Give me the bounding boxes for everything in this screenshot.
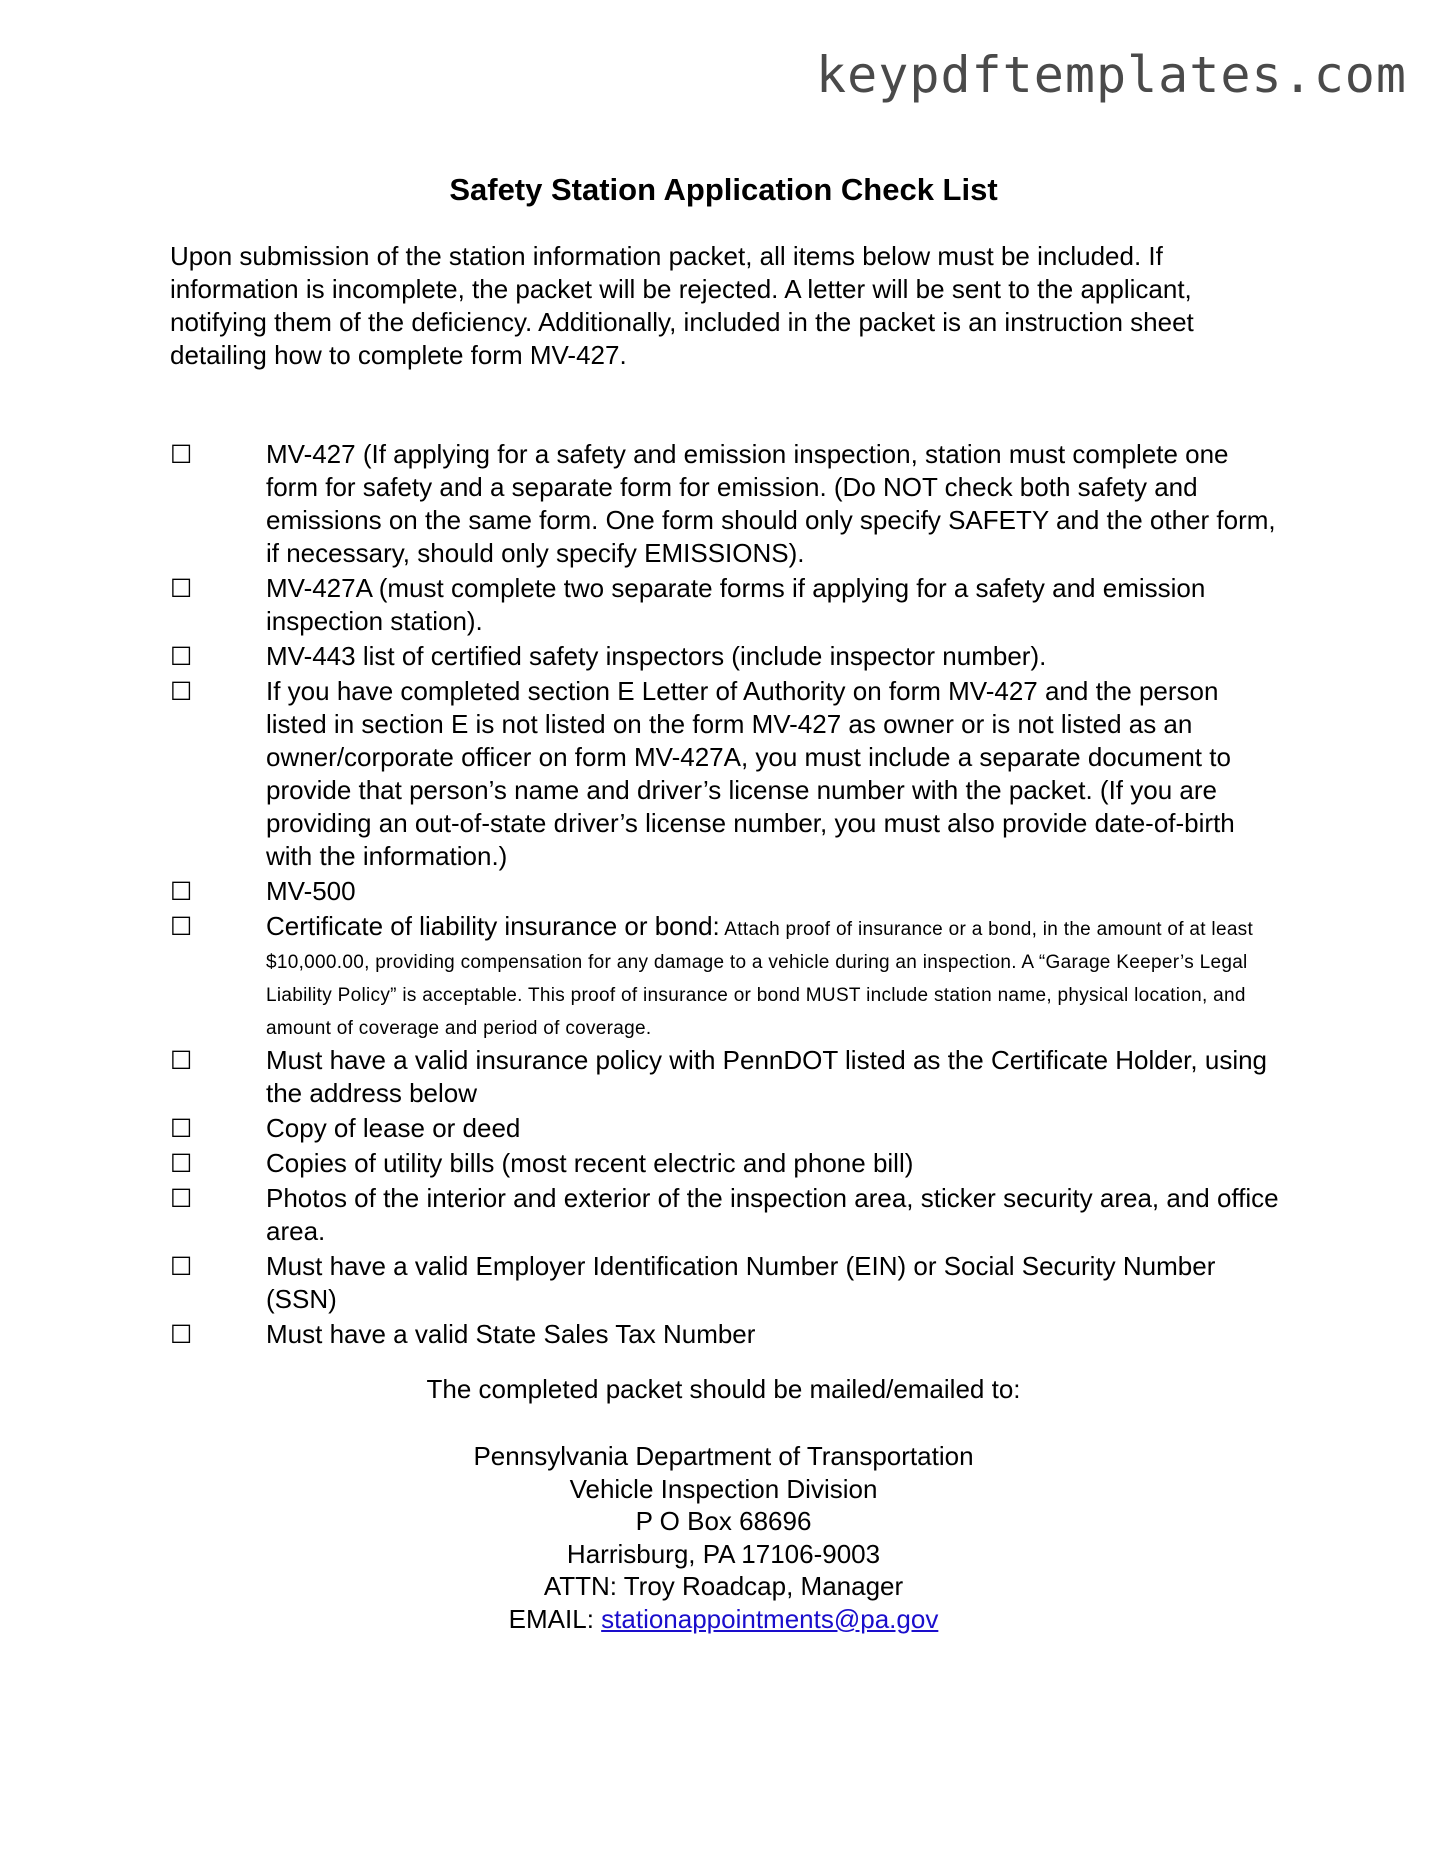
checkbox-icon[interactable]: ☐ bbox=[170, 1320, 193, 1349]
checklist-item bbox=[170, 572, 1280, 638]
address-line: P O Box 68696 bbox=[635, 1506, 812, 1536]
checkbox-icon[interactable]: ☐ bbox=[170, 877, 193, 906]
address-line: Harrisburg, PA 17106-9003 bbox=[566, 1538, 881, 1569]
intro-paragraph: Upon submission of the station information packet, all items below must be included. If information is incomplete, the packet will be rejected. A letter will be sent to the applicant, notifying them of the deficiency. Additionally, included in the packet is an instruction sheet detailing how to complete form MV-427. bbox=[170, 241, 1194, 370]
mailing-address bbox=[0, 1440, 1447, 1635]
mail-instruction: The completed packet should be mailed/emailed to: bbox=[426, 1374, 1021, 1404]
checklist-item bbox=[170, 1044, 1280, 1110]
checklist-item bbox=[170, 875, 1280, 908]
page-title: Safety Station Application Check List bbox=[449, 172, 998, 207]
checkbox-icon[interactable]: ☐ bbox=[170, 440, 193, 469]
checklist-item bbox=[170, 910, 1280, 1042]
checkbox-icon[interactable]: ☐ bbox=[170, 677, 193, 706]
checklist-item-heading: Certificate of liability insurance or bond: bbox=[266, 911, 720, 941]
checklist-item-text: Copy of lease or deed bbox=[266, 1113, 521, 1143]
checklist-item-text: Copies of utility bills (most recent electric and phone bill) bbox=[266, 1148, 914, 1178]
checklist-item-text: Must have a valid State Sales Tax Number bbox=[266, 1319, 756, 1349]
checklist-item-text: MV-427A (must complete two separate forms if applying for a safety and emission inspection station). bbox=[266, 573, 1206, 636]
checklist-item-text bbox=[266, 910, 1280, 1042]
watermark: keypdftemplates.com bbox=[816, 46, 1407, 104]
checklist-item-text: MV-427 (If applying for a safety and emission inspection, station must complete one form for safety and a separate form for emission. (Do NOT check both safety and emissions on the same form. One form should only specify SAFETY and the other form, if necessary, should only specify EMISSIONS). bbox=[266, 439, 1276, 568]
checklist-item-text: MV-500 bbox=[266, 876, 356, 906]
email-label: EMAIL: bbox=[508, 1603, 602, 1634]
checkbox-icon[interactable]: ☐ bbox=[170, 1149, 193, 1178]
checklist-item-detail: Attach proof of insurance or a bond, in the amount of at least $10,000.00, providing compensation for any damage to a vehicle during an inspection. A “Garage Keeper’s Legal Liability Policy” is acceptable. This proof of insurance or bond MUST include station name, physical location, and amount of coverage and period of coverage. bbox=[266, 919, 1254, 1039]
checklist-item-text: MV-443 list of certified safety inspectors (include inspector number). bbox=[266, 641, 1047, 671]
email-line bbox=[0, 1603, 1447, 1636]
checkbox-icon[interactable]: ☐ bbox=[170, 1114, 193, 1143]
checklist-item bbox=[170, 438, 1280, 570]
checklist-item bbox=[170, 1182, 1280, 1248]
checkbox-icon[interactable]: ☐ bbox=[170, 642, 193, 671]
checklist-item-text: Must have a valid Employer Identification Number (EIN) or Social Security Number (SSN) bbox=[266, 1251, 1216, 1314]
checklist-item bbox=[170, 1318, 1280, 1351]
checkbox-icon[interactable]: ☐ bbox=[170, 1046, 193, 1075]
checkbox-icon[interactable]: ☐ bbox=[170, 574, 193, 603]
checkbox-icon[interactable]: ☐ bbox=[170, 1184, 193, 1213]
checklist bbox=[170, 438, 1280, 1353]
checklist-item bbox=[170, 640, 1280, 673]
checklist-item bbox=[170, 675, 1280, 873]
address-line: Pennsylvania Department of Transportation bbox=[473, 1441, 974, 1471]
checkbox-icon[interactable]: ☐ bbox=[170, 1252, 193, 1281]
checklist-item-text: If you have completed section E Letter of Authority on form MV-427 and the person listed in section E is not listed on the form MV-427 as owner or is not listed as an owner/corporate officer on form MV-427A, you must include a separate document to provide that person’s name and driver’s license number with the packet. (If you are providing an out-of-state driver’s license number, you must also provide date-of-birth with the information.) bbox=[266, 676, 1235, 871]
checklist-item bbox=[170, 1147, 1280, 1180]
checklist-item bbox=[170, 1250, 1280, 1316]
checklist-item-text: Photos of the interior and exterior of the inspection area, sticker security area, and office area. bbox=[266, 1183, 1279, 1246]
address-line: ATTN: Troy Roadcap, Manager bbox=[543, 1571, 904, 1601]
checkbox-icon[interactable]: ☐ bbox=[170, 912, 193, 941]
address-line: Vehicle Inspection Division bbox=[569, 1473, 878, 1504]
email-link[interactable]: stationappointments@pa.gov bbox=[601, 1603, 939, 1634]
checklist-item-text: Must have a valid insurance policy with PennDOT listed as the Certificate Holder, using the address below bbox=[266, 1045, 1268, 1108]
checklist-item bbox=[170, 1112, 1280, 1145]
